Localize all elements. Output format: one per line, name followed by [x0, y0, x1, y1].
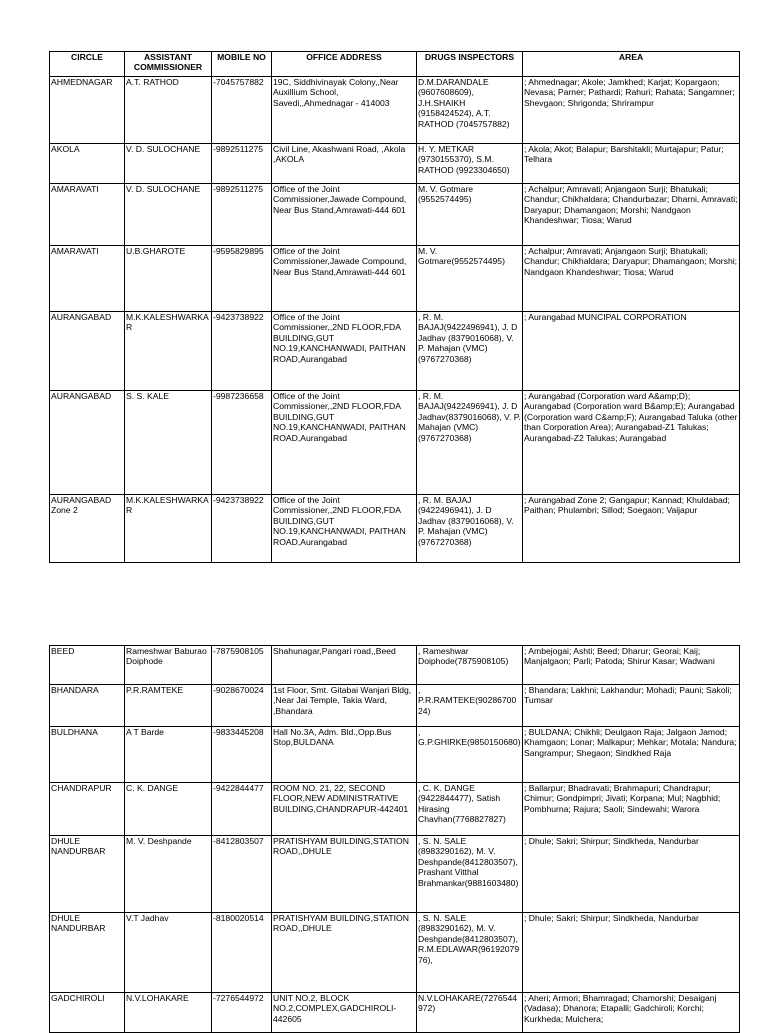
- cell-address: PRATISHYAM BUILDING,STATION ROAD,,DHULE: [272, 836, 417, 913]
- cell-assistant-commissioner: U.B.GHAROTE: [125, 246, 212, 312]
- table-row: [50, 184, 740, 246]
- cell-circle: BHANDARA: [50, 685, 125, 727]
- cell-inspectors: , Rameshwar Doiphode(7875908105): [417, 646, 523, 685]
- cell-mobile: -7045757882: [212, 77, 272, 144]
- cell-assistant-commissioner: A T Barde: [125, 727, 212, 783]
- header-row: [50, 52, 740, 77]
- cell-mobile: -9423738922: [212, 312, 272, 391]
- cell-mobile: -9987236658: [212, 391, 272, 495]
- cell-inspectors: N.V.LOHAKARE(7276544972): [417, 993, 523, 1033]
- cell-address: Office of the Joint Commissioner,,2ND FLOOR,FDA BUILDING,GUT NO.19,KANCHANWADI, PAITHAN ROAD,Aurangabad: [272, 312, 417, 391]
- cell-address: Hall No.3A, Adm. Bld.,Opp.Bus Stop,BULDANA: [272, 727, 417, 783]
- cell-circle: AHMEDNAGAR: [50, 77, 125, 144]
- cell-assistant-commissioner: S. S. KALE: [125, 391, 212, 495]
- cell-mobile: -9423738922: [212, 495, 272, 563]
- cell-inspectors: M. V. Gotmare(9552574495): [417, 246, 523, 312]
- header-circle: CIRCLE: [50, 52, 125, 77]
- header-office-address: OFFICE ADDRESS: [272, 52, 417, 77]
- cell-assistant-commissioner: V.T Jadhav: [125, 913, 212, 993]
- cell-mobile: -9892511275: [212, 184, 272, 246]
- cell-area: ; BULDANA; Chikhli; Deulgaon Raja; Jalgaon Jamod; Khamgaon; Lonar; Malkapur; Mehkar; Motala; Nandura; Sangrampur; Shegaon; Sindkhed Raja: [523, 727, 740, 783]
- header-mobile-no: MOBILE NO: [212, 52, 272, 77]
- cell-inspectors: D.M.DARANDALE (9607608609), J.H.SHAIKH (9158424524), A.T. RATHOD (7045757882): [417, 77, 523, 144]
- cell-mobile: -9028670024: [212, 685, 272, 727]
- cell-address: 1st Floor, Smt. Gitabai Wanjari Bldg, ,Near Jai Temple, Takia Ward, ,Bhandara: [272, 685, 417, 727]
- officers-table-1: [49, 51, 740, 563]
- cell-circle: AURANGABAD Zone 2: [50, 495, 125, 563]
- table-row: [50, 391, 740, 495]
- table-row: [50, 913, 740, 993]
- table-row: [50, 646, 740, 685]
- table-row: [50, 77, 740, 144]
- header-drugs-inspectors: DRUGS INSPECTORS: [417, 52, 523, 77]
- table-row: [50, 727, 740, 783]
- cell-assistant-commissioner: V. D. SULOCHANE: [125, 184, 212, 246]
- cell-assistant-commissioner: V. D. SULOCHANE: [125, 144, 212, 184]
- cell-circle: AURANGABAD: [50, 312, 125, 391]
- cell-address: Civil Line, Akashwani Road, ,Akola ,AKOLA: [272, 144, 417, 184]
- cell-mobile: -7875908105: [212, 646, 272, 685]
- cell-area: ; Ballarpur; Bhadravati; Brahmapuri; Chandrapur; Chimur; Gondpimpri; Jivati; Korpana; Mul; Nagbhid; Pombhurna; Rajura; Saoli; Sindewahi; Warora: [523, 783, 740, 836]
- cell-inspectors: , P.R.RAMTEKE(9028670024): [417, 685, 523, 727]
- table-row: [50, 685, 740, 727]
- cell-area: ; Aurangabad Zone 2; Gangapur; Kannad; Khuldabad; Paithan; Phulambri; Sillod; Soegaon; Vaijapur: [523, 495, 740, 563]
- cell-assistant-commissioner: C. K. DANGE: [125, 783, 212, 836]
- cell-address: Office of the Joint Commissioner,,2ND FLOOR,FDA BUILDING,GUT NO.19,KANCHANWADI, PAITHAN ROAD,Aurangabad: [272, 391, 417, 495]
- cell-address: ROOM NO. 21, 22, SECOND FLOOR,NEW ADMINISTRATIVE BUILDING,CHANDRAPUR-442401: [272, 783, 417, 836]
- cell-inspectors: , R. M. BAJAJ(9422496941), J. D Jadhav(8379016068), V. P. Mahajan (VMC) (9767270368): [417, 391, 523, 495]
- header-area: AREA: [523, 52, 740, 77]
- cell-circle: AMARAVATI: [50, 184, 125, 246]
- cell-circle: AMARAVATI: [50, 246, 125, 312]
- table-row: [50, 312, 740, 391]
- cell-inspectors: , S. N. SALE (8983290162), M. V. Deshpande(8412803507), Prashant Vitthal Brahmankar(9881603480): [417, 836, 523, 913]
- table-row: [50, 144, 740, 184]
- header-assistant-commissioner: ASSISTANT COMMISSIONER: [125, 52, 212, 77]
- cell-circle: CHANDRAPUR: [50, 783, 125, 836]
- cell-address: PRATISHYAM BUILDING,STATION ROAD,,DHULE: [272, 913, 417, 993]
- cell-circle: AKOLA: [50, 144, 125, 184]
- cell-area: ; Dhule; Sakri; Shirpur; Sindkheda, Nandurbar: [523, 836, 740, 913]
- cell-mobile: -9833445208: [212, 727, 272, 783]
- cell-circle: BEED: [50, 646, 125, 685]
- cell-circle: BULDHANA: [50, 727, 125, 783]
- cell-area: ; Ahmednagar; Akole; Jamkhed; Karjat; Kopargaon; Nevasa; Parner; Pathardi; Rahuri; Rahata; Sangamner; Shevgaon; Shrigonda; Shrirampur: [523, 77, 740, 144]
- cell-circle: DHULE NANDURBAR: [50, 913, 125, 993]
- cell-area: ; Dhule; Sakri; Shirpur; Sindkheda, Nandurbar: [523, 913, 740, 993]
- cell-area: ; Aurangabad MUNCIPAL CORPORATION: [523, 312, 740, 391]
- table-row: [50, 495, 740, 563]
- cell-address: Office of the Joint Commissioner,Jawade Compound, Near Bus Stand,Amrawati-444 601: [272, 246, 417, 312]
- cell-assistant-commissioner: A.T. RATHOD: [125, 77, 212, 144]
- cell-circle: AURANGABAD: [50, 391, 125, 495]
- cell-inspectors: H. Y. METKAR (9730155370), S.M. RATHOD (9923304650): [417, 144, 523, 184]
- cell-mobile: -8180020514: [212, 913, 272, 993]
- cell-inspectors: , G.P.GHIRKE(9850150680): [417, 727, 523, 783]
- cell-area: ; Achalpur; Amravati; Anjangaon Surji; Bhatukali; Chandur; Chikhaldara; Chandurbazar; Dharni, Amravati; Daryapur; Dhamangaon; Morshi; Nandgaon Khandeshwar; Tiosa; Warud: [523, 184, 740, 246]
- cell-assistant-commissioner: M.K.KALESHWARKAR: [125, 312, 212, 391]
- table-row: [50, 246, 740, 312]
- cell-address: 19C, Siddhivinayak Colony,,Near Auxillium School, Savedi,,Ahmednagar - 414003: [272, 77, 417, 144]
- cell-address: Shahunagar,Pangari road,,Beed: [272, 646, 417, 685]
- cell-address: UNIT NO.2, BLOCK NO.2,COMPLEX,GADCHIROLI-442605: [272, 993, 417, 1033]
- cell-assistant-commissioner: Rameshwar Baburao Doiphode: [125, 646, 212, 685]
- cell-circle: GADCHIROLI: [50, 993, 125, 1033]
- cell-assistant-commissioner: M. V. Deshpande: [125, 836, 212, 913]
- table-row: [50, 836, 740, 913]
- cell-address: Office of the Joint Commissioner,,2ND FLOOR,FDA BUILDING,GUT NO.19,KANCHANWADI, PAITHAN ROAD,Aurangabad: [272, 495, 417, 563]
- table-row: [50, 993, 740, 1033]
- cell-area: ; Aurangabad (Corporation ward A&amp;D); Aurangabad (Corporation ward B&amp;E); Aurangabad (Corporation ward C&amp;F); Aurangabad Taluka (other than Corporation Area); Aurangabad-Z1 Talukas; Aurangabad-Z2 Talukas; Aurangabad: [523, 391, 740, 495]
- cell-inspectors: , C. K. DANGE (9422844477), Satish Hirasing Chavhan(7768827827): [417, 783, 523, 836]
- cell-inspectors: , R. M. BAJAJ(9422496941), J. D Jadhav (8379016068), V. P. Mahajan (VMC) (9767270368): [417, 312, 523, 391]
- cell-address: Office of the Joint Commissioner,Jawade Compound, Near Bus Stand,Amrawati-444 601: [272, 184, 417, 246]
- cell-mobile: -8412803507: [212, 836, 272, 913]
- cell-inspectors: , R. M. BAJAJ (9422496941), J. D Jadhav (8379016068), V. P. Mahajan (VMC) (9767270368): [417, 495, 523, 563]
- officers-table-2: [49, 645, 740, 1033]
- cell-mobile: -7276544972: [212, 993, 272, 1033]
- cell-inspectors: M. V. Gotmare (9552574495): [417, 184, 523, 246]
- cell-area: ; Ambejogai; Ashti; Beed; Dharur; Georai; Kaij; Manjalgaon; Parli; Patoda; Shirur Kasar; Wadwani: [523, 646, 740, 685]
- cell-area: ; Akola; Akot; Balapur; Barshitakli; Murtajapur; Patur; Telhara: [523, 144, 740, 184]
- cell-assistant-commissioner: M.K.KALESHWARKAR: [125, 495, 212, 563]
- cell-mobile: -9892511275: [212, 144, 272, 184]
- cell-circle: DHULE NANDURBAR: [50, 836, 125, 913]
- cell-area: ; Achalpur; Amravati; Anjangaon Surji; Bhatukali; Chandur; Chikhaldara; Daryapur; Dhamangaon; Morshi; Nandgaon Khandeshwar; Tiosa; Warud: [523, 246, 740, 312]
- cell-area: ; Aheri; Armori; Bhamragad; Chamorshi; Desaiganj (Vadasa); Dhanora; Etapalli; Gadchiroli; Korchi; Kurkheda; Mulchera;: [523, 993, 740, 1033]
- cell-mobile: -9422844477: [212, 783, 272, 836]
- cell-assistant-commissioner: P.R.RAMTEKE: [125, 685, 212, 727]
- cell-mobile: -9595829895: [212, 246, 272, 312]
- cell-area: ; Bhandara; Lakhni; Lakhandur; Mohadi; Pauni; Sakoli; Tumsar: [523, 685, 740, 727]
- cell-assistant-commissioner: N.V.LOHAKARE: [125, 993, 212, 1033]
- cell-inspectors: , S. N. SALE (8983290162), M. V. Deshpande(8412803507), R.M.EDLAWAR(9619207976),: [417, 913, 523, 993]
- table-row: [50, 783, 740, 836]
